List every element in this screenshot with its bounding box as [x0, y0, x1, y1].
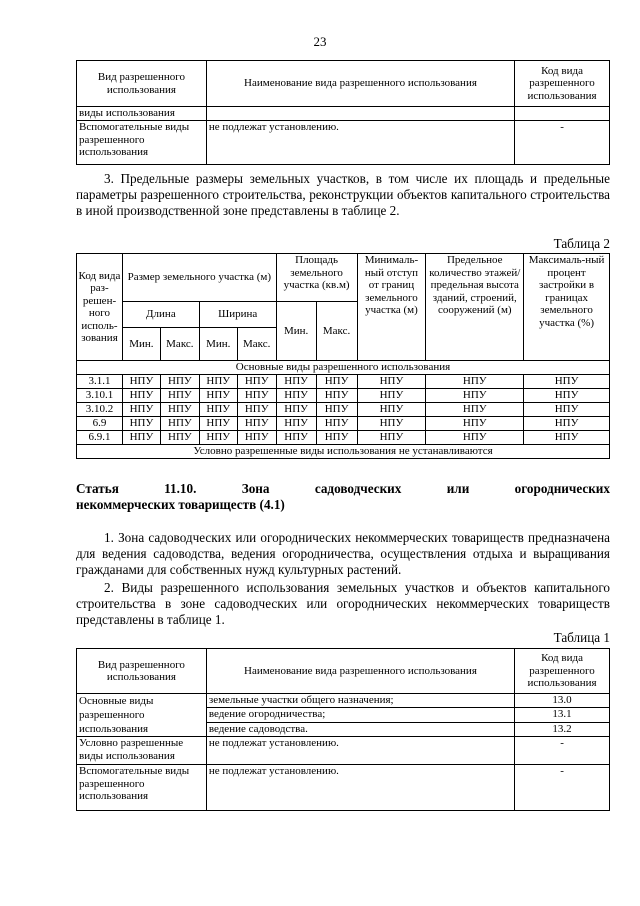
t2-header-area-min: Мин.	[276, 302, 316, 361]
t2-header-floors: Предельное количество этажей/ предельная высота зданий, строений, сооружений (м)	[426, 254, 524, 361]
t2-cell-value: НПУ	[199, 417, 237, 431]
t2-cell-value: НПУ	[160, 403, 199, 417]
t2-cell-value: НПУ	[316, 375, 357, 389]
header-code: Код вида разрешенного использования	[515, 61, 610, 107]
t2-cell-value: НПУ	[357, 375, 426, 389]
t2-cell-value: НПУ	[524, 417, 610, 431]
t2-cell-value: НПУ	[122, 375, 160, 389]
t2-header-percent: Максималь-ный процент застройки в границах земельного участка (%)	[524, 254, 610, 361]
t2-cell-value: НПУ	[316, 389, 357, 403]
t1-header-code: Код вида разрешенного использования	[515, 649, 610, 694]
paragraph-3: 3. Предельные размеры земельных участков, в том числе их площадь и предельные параметры разрешенного строительства, реконструкции объектов капитального строительства в иной производственной зоне представлены в таблице 2.	[76, 171, 610, 218]
article-word-5: или	[446, 481, 470, 496]
table-row	[77, 375, 610, 389]
t2-cell-value: НПУ	[316, 417, 357, 431]
t2-cell-value: НПУ	[357, 403, 426, 417]
t2-cell-value: НПУ	[426, 389, 524, 403]
t2-cell-code: 6.9.1	[77, 431, 123, 445]
t1-main-name-1: земельные участки общего назначения;	[206, 694, 514, 708]
table-row	[77, 389, 610, 403]
article-word-2: 11.10.	[164, 481, 197, 496]
t2-header-width-min: Мин.	[199, 328, 237, 361]
t2-cell-value: НПУ	[160, 389, 199, 403]
table1-label: Таблица 1	[553, 630, 610, 645]
t2-cell-value: НПУ	[237, 431, 276, 445]
paragraph-1: 1. Зона садоводческих или огороднических некоммерческих товариществ предназначена для ведения садоводства, ведения огородничества, осуществления отдыха и выращивания гражданами для собственных нужд культурных растений.	[76, 530, 610, 577]
article-heading-line2: некоммерческих товариществ (4.1)	[76, 497, 285, 512]
t2-header-length-max: Макс.	[160, 328, 199, 361]
t2-header-area-max: Макс.	[316, 302, 357, 361]
article-word-4: садоводческих	[314, 481, 402, 496]
article-heading	[76, 481, 610, 513]
t2-cell-value: НПУ	[160, 417, 199, 431]
table-row	[77, 403, 610, 417]
t2-cell-value: НПУ	[122, 431, 160, 445]
t2-header-area: Площадь земельного участка (кв.м)	[276, 254, 357, 302]
t2-cell-value: НПУ	[316, 431, 357, 445]
continued-cell: виды использования	[77, 107, 207, 121]
t1-cond-code: -	[515, 737, 610, 765]
table-top	[76, 60, 610, 165]
t1-cond-name: не подлежат установлению.	[206, 737, 514, 765]
t2-cell-value: НПУ	[276, 375, 316, 389]
article-word-6: огороднических	[514, 481, 610, 496]
t2-cell-value: НПУ	[199, 431, 237, 445]
t2-cell-value: НПУ	[524, 389, 610, 403]
t2-cell-value: НПУ	[426, 417, 524, 431]
t2-rows	[77, 375, 610, 445]
header-type: Вид разрешенного использования	[77, 61, 207, 107]
t2-cell-value: НПУ	[199, 389, 237, 403]
table-2	[76, 253, 610, 459]
t2-cell-value: НПУ	[426, 375, 524, 389]
article-word-3: Зона	[241, 481, 270, 496]
t1-main-name-3: ведение садоводства.	[206, 722, 514, 736]
t2-cell-value: НПУ	[276, 417, 316, 431]
t2-header-length-min: Мин.	[122, 328, 160, 361]
t2-header-size: Размер земельного участка (м)	[122, 254, 276, 302]
t2-main-header: Основные виды разрешенного использования	[77, 361, 610, 375]
page-number: 23	[313, 34, 327, 49]
aux-code: -	[515, 121, 610, 165]
t2-cell-code: 3.1.1	[77, 375, 123, 389]
t2-cell-value: НПУ	[122, 403, 160, 417]
t2-cell-value: НПУ	[122, 417, 160, 431]
t2-cell-code: 3.10.1	[77, 389, 123, 403]
t2-cell-value: НПУ	[160, 431, 199, 445]
t1-main-name-2: ведение огородничества;	[206, 708, 514, 722]
t2-cell-value: НПУ	[237, 417, 276, 431]
t1-aux-name: не подлежат установлению.	[206, 765, 514, 811]
t1-main-type: Основные виды разрешенного использования	[77, 694, 207, 737]
t2-cell-value: НПУ	[426, 431, 524, 445]
header-name: Наименование вида разрешенного использования	[206, 61, 514, 107]
t2-cell-value: НПУ	[316, 403, 357, 417]
t1-main-code-1: 13.0	[515, 694, 610, 708]
t2-cell-value: НПУ	[357, 417, 426, 431]
t2-header-length: Длина	[122, 302, 199, 328]
t2-cell-value: НПУ	[237, 403, 276, 417]
t2-header-code: Код вида раз-решен-ного исполь-зования	[77, 254, 123, 361]
paragraph-2: 2. Виды разрешенного использования земельных участков и объектов капитального строительства в зоне садоводческих или огороднических некоммерческих товариществ представлены в таблице 1.	[76, 580, 610, 627]
t1-header-name: Наименование вида разрешенного использования	[206, 649, 514, 694]
aux-name: не подлежат установлению.	[206, 121, 514, 165]
t2-cell-value: НПУ	[276, 403, 316, 417]
t1-aux-code: -	[515, 765, 610, 811]
t2-cell-value: НПУ	[276, 389, 316, 403]
t2-header-width: Ширина	[199, 302, 276, 328]
t2-cell-value: НПУ	[276, 431, 316, 445]
t2-cell-value: НПУ	[237, 375, 276, 389]
t2-cell-value: НПУ	[199, 375, 237, 389]
t2-cell-value: НПУ	[524, 375, 610, 389]
table2-label: Таблица 2	[553, 236, 610, 251]
t2-cell-value: НПУ	[524, 403, 610, 417]
t2-cell-code: 6.9	[77, 417, 123, 431]
table-row	[77, 417, 610, 431]
t2-cell-value: НПУ	[426, 403, 524, 417]
t2-cell-value: НПУ	[160, 375, 199, 389]
t2-header-width-max: Макс.	[237, 328, 276, 361]
t1-header-type: Вид разрешенного использования	[77, 649, 207, 694]
table-1	[76, 648, 610, 811]
t1-main-code-3: 13.2	[515, 722, 610, 736]
t2-cell-value: НПУ	[357, 389, 426, 403]
t2-cell-value: НПУ	[122, 389, 160, 403]
t2-cell-value: НПУ	[357, 431, 426, 445]
article-word-1: Статья	[76, 481, 119, 496]
table-row	[77, 431, 610, 445]
t2-cell-value: НПУ	[524, 431, 610, 445]
t1-main-code-2: 13.1	[515, 708, 610, 722]
t2-footer: Условно разрешенные виды использования не устанавливаются	[77, 445, 610, 459]
t2-cell-value: НПУ	[237, 389, 276, 403]
t1-cond-type: Условно разрешенные виды использования	[77, 737, 207, 765]
t2-cell-value: НПУ	[199, 403, 237, 417]
t2-cell-code: 3.10.2	[77, 403, 123, 417]
t2-header-indent: Минималь-ный отступ от границ земельного участка (м)	[357, 254, 426, 361]
aux-type: Вспомогательные виды разрешенного использования	[77, 121, 207, 165]
t1-aux-type: Вспомогательные виды разрешенного использования	[77, 765, 207, 811]
